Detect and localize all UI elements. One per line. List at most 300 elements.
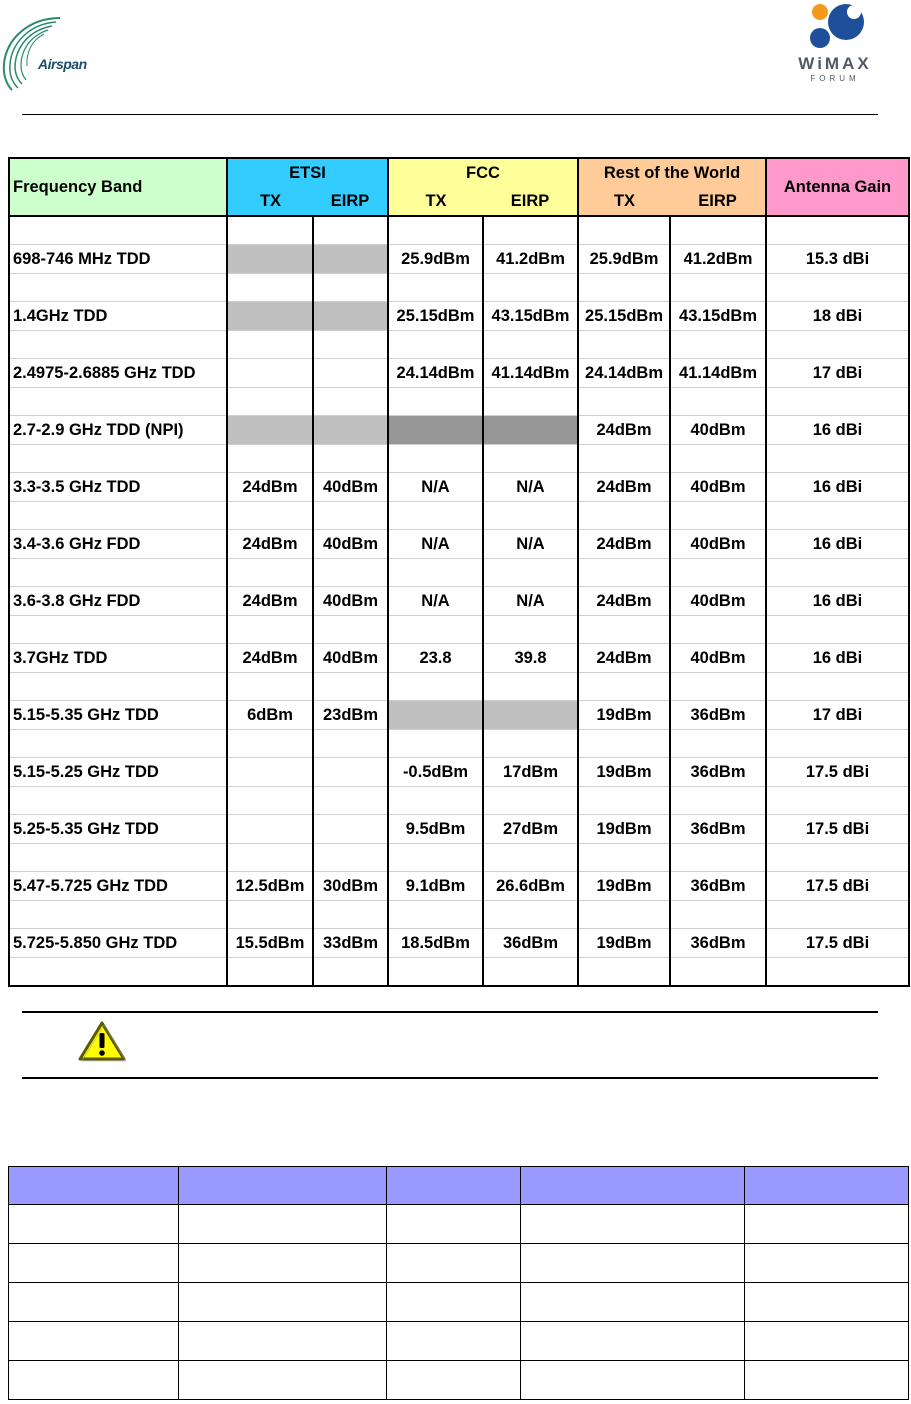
cell-etsi-tx: 24dBm — [227, 644, 313, 673]
spacer-cell — [9, 216, 227, 245]
cell-frequency-band: 2.4975-2.6885 GHz TDD — [9, 359, 227, 388]
spacer-cell — [578, 616, 670, 644]
spacer-cell — [313, 502, 388, 530]
cell-antenna-gain: 16 dBi — [766, 587, 909, 616]
cell-row-tx: 24dBm — [578, 644, 670, 673]
spacer-cell — [766, 958, 909, 987]
spacer-cell — [578, 901, 670, 929]
table-row — [9, 701, 909, 730]
spacer-cell — [670, 901, 766, 929]
cell-row-tx: 25.15dBm — [578, 302, 670, 331]
cell-row-tx: 24.14dBm — [578, 359, 670, 388]
airspan-logo-text: Airspan — [38, 56, 87, 72]
cell-fcc-eirp: N/A — [483, 530, 578, 559]
spacer-cell — [578, 787, 670, 815]
spacer-cell — [578, 216, 670, 245]
table-row — [9, 530, 909, 559]
cell-etsi-eirp — [313, 245, 388, 274]
spacer-cell — [670, 331, 766, 359]
cell-row-tx: 24dBm — [578, 530, 670, 559]
airspan-logo — [0, 12, 110, 92]
cell-row-tx: 24dBm — [578, 587, 670, 616]
cell-frequency-band: 5.25-5.35 GHz TDD — [9, 815, 227, 844]
cell-fcc-tx: 9.1dBm — [388, 872, 483, 901]
header-fcc-eirp: EIRP — [483, 187, 578, 216]
spacer-cell — [483, 616, 578, 644]
spacer-cell — [483, 388, 578, 416]
table-cell — [387, 1361, 521, 1400]
spacer-cell — [313, 274, 388, 302]
spacer-cell — [766, 559, 909, 587]
spacer-cell — [313, 730, 388, 758]
spacer-cell — [388, 559, 483, 587]
table-spacer-row — [9, 331, 909, 359]
spacer-cell — [670, 958, 766, 987]
wimax-forum-logo — [790, 0, 880, 86]
header-row-eirp: EIRP — [670, 187, 766, 216]
cell-row-tx: 24dBm — [578, 473, 670, 502]
spacer-cell — [483, 901, 578, 929]
cell-frequency-band: 5.15-5.25 GHz TDD — [9, 758, 227, 787]
spacer-cell — [227, 616, 313, 644]
spacer-cell — [766, 787, 909, 815]
wimax-logo-text: WiMAX — [798, 54, 872, 73]
cell-row-eirp: 36dBm — [670, 929, 766, 958]
cell-fcc-tx: N/A — [388, 473, 483, 502]
spacer-cell — [313, 901, 388, 929]
spacer-cell — [483, 331, 578, 359]
spacer-cell — [670, 559, 766, 587]
spacer-cell — [227, 502, 313, 530]
table-cell — [9, 1244, 179, 1283]
spacer-cell — [388, 274, 483, 302]
cell-row-eirp: 40dBm — [670, 644, 766, 673]
cell-antenna-gain: 16 dBi — [766, 644, 909, 673]
cell-etsi-tx — [227, 416, 313, 445]
spacer-cell — [766, 901, 909, 929]
table-cell — [387, 1244, 521, 1283]
table-spacer-row — [9, 216, 909, 245]
cell-antenna-gain: 15.3 dBi — [766, 245, 909, 274]
cell-row-eirp: 36dBm — [670, 872, 766, 901]
cell-row-eirp: 40dBm — [670, 416, 766, 445]
cell-row-eirp: 40dBm — [670, 473, 766, 502]
cell-etsi-eirp: 40dBm — [313, 473, 388, 502]
table-cell — [387, 1283, 521, 1322]
cell-fcc-tx: 25.15dBm — [388, 302, 483, 331]
table-cell — [745, 1205, 909, 1244]
spacer-cell — [388, 388, 483, 416]
table-spacer-row — [9, 901, 909, 929]
header-antenna-gain: Antenna Gain — [766, 158, 909, 216]
table-cell — [521, 1205, 745, 1244]
cell-fcc-eirp: N/A — [483, 473, 578, 502]
spacer-cell — [313, 388, 388, 416]
cell-fcc-tx: N/A — [388, 530, 483, 559]
cell-row-tx: 19dBm — [578, 815, 670, 844]
table-cell — [179, 1322, 387, 1361]
spacer-cell — [670, 445, 766, 473]
cell-frequency-band: 3.4-3.6 GHz FDD — [9, 530, 227, 559]
cell-row-tx: 25.9dBm — [578, 245, 670, 274]
table-row — [9, 1283, 909, 1322]
cell-etsi-tx: 24dBm — [227, 587, 313, 616]
spacer-cell — [227, 274, 313, 302]
spacer-cell — [766, 616, 909, 644]
cell-antenna-gain: 16 dBi — [766, 416, 909, 445]
cell-fcc-tx: 18.5dBm — [388, 929, 483, 958]
cell-fcc-eirp: 27dBm — [483, 815, 578, 844]
table-header-row — [9, 158, 909, 187]
table-spacer-row — [9, 445, 909, 473]
spacer-cell — [766, 445, 909, 473]
spacer-cell — [313, 844, 388, 872]
header-row-tx: TX — [578, 187, 670, 216]
spacer-cell — [670, 787, 766, 815]
table-spacer-row — [9, 673, 909, 701]
spacer-cell — [578, 274, 670, 302]
cell-frequency-band: 1.4GHz TDD — [9, 302, 227, 331]
warning-top-rule — [22, 1011, 878, 1013]
spacer-cell — [227, 844, 313, 872]
cell-frequency-band: 3.3-3.5 GHz TDD — [9, 473, 227, 502]
cell-row-eirp: 36dBm — [670, 701, 766, 730]
cell-fcc-tx: 9.5dBm — [388, 815, 483, 844]
wimax-circles-icon — [790, 0, 880, 54]
spacer-cell — [578, 730, 670, 758]
cell-row-tx: 19dBm — [578, 929, 670, 958]
table-spacer-row — [9, 787, 909, 815]
spacer-cell — [227, 673, 313, 701]
spacer-cell — [9, 445, 227, 473]
cell-etsi-eirp: 33dBm — [313, 929, 388, 958]
table-cell — [521, 1322, 745, 1361]
table-row — [9, 758, 909, 787]
wimax-logo-subtext: FORUM — [810, 74, 860, 83]
spacer-cell — [9, 616, 227, 644]
header-etsi-eirp: EIRP — [313, 187, 388, 216]
page-header — [0, 0, 911, 120]
spacer-cell — [9, 673, 227, 701]
spacer-cell — [313, 331, 388, 359]
cell-etsi-eirp: 30dBm — [313, 872, 388, 901]
cell-fcc-tx — [388, 416, 483, 445]
cell-fcc-eirp: 41.14dBm — [483, 359, 578, 388]
cell-etsi-eirp: 40dBm — [313, 530, 388, 559]
table-row — [9, 1361, 909, 1400]
cell-etsi-eirp: 40dBm — [313, 644, 388, 673]
cell-frequency-band: 698-746 MHz TDD — [9, 245, 227, 274]
cell-etsi-eirp: 23dBm — [313, 701, 388, 730]
spacer-cell — [578, 331, 670, 359]
cell-etsi-eirp: 40dBm — [313, 587, 388, 616]
spacer-cell — [9, 730, 227, 758]
cell-etsi-tx — [227, 758, 313, 787]
table-cell — [179, 1361, 387, 1400]
spacer-cell — [670, 673, 766, 701]
cell-frequency-band: 2.7-2.9 GHz TDD (NPI) — [9, 416, 227, 445]
spacer-cell — [483, 274, 578, 302]
cell-frequency-band: 5.47-5.725 GHz TDD — [9, 872, 227, 901]
warning-bottom-rule — [22, 1077, 878, 1079]
table-row — [9, 1205, 909, 1244]
cell-fcc-tx — [388, 701, 483, 730]
spacer-cell — [9, 787, 227, 815]
table-row — [9, 587, 909, 616]
spacer-cell — [313, 216, 388, 245]
table-row — [9, 815, 909, 844]
cell-row-eirp: 40dBm — [670, 587, 766, 616]
cell-etsi-eirp — [313, 815, 388, 844]
cell-etsi-eirp — [313, 359, 388, 388]
cell-etsi-tx: 24dBm — [227, 530, 313, 559]
spacer-cell — [766, 331, 909, 359]
table-spacer-row — [9, 730, 909, 758]
cell-row-tx: 19dBm — [578, 701, 670, 730]
spacer-cell — [670, 216, 766, 245]
spacer-cell — [313, 673, 388, 701]
cell-frequency-band: 3.7GHz TDD — [9, 644, 227, 673]
spacer-cell — [313, 787, 388, 815]
spacer-cell — [578, 388, 670, 416]
airspan-swoosh-icon — [0, 12, 110, 92]
spacer-cell — [227, 445, 313, 473]
spacer-cell — [227, 730, 313, 758]
spacer-cell — [483, 445, 578, 473]
spacer-cell — [388, 331, 483, 359]
spacer-cell — [227, 331, 313, 359]
table-cell — [521, 1361, 745, 1400]
spacer-cell — [578, 445, 670, 473]
warning-triangle-icon — [77, 1020, 127, 1062]
spacer-cell — [483, 958, 578, 987]
table-cell — [745, 1244, 909, 1283]
spacer-cell — [388, 844, 483, 872]
cell-etsi-tx — [227, 359, 313, 388]
spacer-cell — [578, 502, 670, 530]
header-cell — [745, 1167, 909, 1205]
table-spacer-row — [9, 502, 909, 530]
spacer-cell — [9, 502, 227, 530]
table-cell — [387, 1322, 521, 1361]
cell-fcc-eirp: 17dBm — [483, 758, 578, 787]
cell-fcc-eirp: 41.2dBm — [483, 245, 578, 274]
spacer-cell — [670, 502, 766, 530]
spacer-cell — [483, 216, 578, 245]
cell-row-eirp: 41.2dBm — [670, 245, 766, 274]
spacer-cell — [227, 787, 313, 815]
spacer-cell — [313, 616, 388, 644]
header-etsi-tx: TX — [227, 187, 313, 216]
table-row — [9, 302, 909, 331]
spacer-cell — [483, 502, 578, 530]
spacer-cell — [483, 559, 578, 587]
cell-fcc-eirp: 39.8 — [483, 644, 578, 673]
spacer-cell — [313, 445, 388, 473]
spacer-cell — [766, 274, 909, 302]
spacer-cell — [483, 844, 578, 872]
cell-row-eirp: 36dBm — [670, 758, 766, 787]
cell-etsi-tx: 15.5dBm — [227, 929, 313, 958]
cell-antenna-gain: 17.5 dBi — [766, 872, 909, 901]
table-spacer-row — [9, 844, 909, 872]
spacer-cell — [9, 331, 227, 359]
spacer-cell — [227, 216, 313, 245]
table-row — [9, 644, 909, 673]
cell-fcc-tx: 25.9dBm — [388, 245, 483, 274]
cell-etsi-eirp — [313, 758, 388, 787]
table-cell — [745, 1322, 909, 1361]
cell-etsi-tx — [227, 302, 313, 331]
cell-frequency-band: 5.725-5.850 GHz TDD — [9, 929, 227, 958]
table-cell — [179, 1283, 387, 1322]
header-etsi: ETSI — [227, 158, 388, 187]
spacer-cell — [227, 901, 313, 929]
spacer-cell — [388, 958, 483, 987]
cell-fcc-tx: 23.8 — [388, 644, 483, 673]
cell-etsi-tx: 6dBm — [227, 701, 313, 730]
spacer-cell — [9, 274, 227, 302]
spacer-cell — [9, 958, 227, 987]
table-cell — [745, 1361, 909, 1400]
table-spacer-row — [9, 958, 909, 987]
table-row — [9, 359, 909, 388]
cell-antenna-gain: 18 dBi — [766, 302, 909, 331]
spacer-cell — [483, 730, 578, 758]
spacer-cell — [313, 559, 388, 587]
cell-fcc-eirp: N/A — [483, 587, 578, 616]
cell-row-tx: 19dBm — [578, 758, 670, 787]
cell-frequency-band: 5.15-5.35 GHz TDD — [9, 701, 227, 730]
spacer-cell — [227, 559, 313, 587]
spacer-cell — [388, 616, 483, 644]
spacer-cell — [9, 844, 227, 872]
spacer-cell — [766, 502, 909, 530]
frequency-band-table — [8, 157, 910, 987]
spacer-cell — [578, 673, 670, 701]
spacer-cell — [766, 216, 909, 245]
spacer-cell — [766, 388, 909, 416]
spacer-cell — [9, 559, 227, 587]
header-cell — [387, 1167, 521, 1205]
cell-fcc-eirp: 43.15dBm — [483, 302, 578, 331]
cell-row-tx: 24dBm — [578, 416, 670, 445]
table-row — [9, 473, 909, 502]
cell-etsi-eirp — [313, 416, 388, 445]
table-cell — [521, 1283, 745, 1322]
spacer-cell — [227, 388, 313, 416]
table-cell — [9, 1283, 179, 1322]
cell-antenna-gain: 17 dBi — [766, 359, 909, 388]
header-rest-of-world: Rest of the World — [578, 158, 766, 187]
spacer-cell — [483, 673, 578, 701]
cell-antenna-gain: 16 dBi — [766, 473, 909, 502]
table-cell — [179, 1244, 387, 1283]
table-row — [9, 245, 909, 274]
header-divider — [22, 114, 878, 115]
spacer-cell — [766, 844, 909, 872]
table-cell — [179, 1205, 387, 1244]
spacer-cell — [9, 901, 227, 929]
cell-fcc-eirp — [483, 416, 578, 445]
spacer-cell — [227, 958, 313, 987]
cell-antenna-gain: 17.5 dBi — [766, 929, 909, 958]
header-fcc: FCC — [388, 158, 578, 187]
cell-etsi-eirp — [313, 302, 388, 331]
spacer-cell — [313, 958, 388, 987]
spacer-cell — [670, 844, 766, 872]
cell-row-eirp: 36dBm — [670, 815, 766, 844]
spacer-cell — [388, 901, 483, 929]
cell-antenna-gain: 16 dBi — [766, 530, 909, 559]
cell-etsi-tx — [227, 815, 313, 844]
cell-antenna-gain: 17.5 dBi — [766, 758, 909, 787]
table-row — [9, 1322, 909, 1361]
cell-row-eirp: 40dBm — [670, 530, 766, 559]
table-cell — [745, 1283, 909, 1322]
spacer-cell — [670, 730, 766, 758]
cell-fcc-eirp: 36dBm — [483, 929, 578, 958]
cell-fcc-tx: -0.5dBm — [388, 758, 483, 787]
spacer-cell — [483, 787, 578, 815]
table-row — [9, 416, 909, 445]
header-cell — [179, 1167, 387, 1205]
spacer-cell — [388, 216, 483, 245]
table-cell — [9, 1322, 179, 1361]
spacer-cell — [388, 787, 483, 815]
table-cell — [9, 1361, 179, 1400]
table-header-row — [9, 1167, 909, 1205]
table-spacer-row — [9, 274, 909, 302]
spacer-cell — [766, 673, 909, 701]
spacer-cell — [578, 958, 670, 987]
table-cell — [9, 1205, 179, 1244]
header-frequency-band: Frequency Band — [9, 158, 227, 216]
specification-table — [8, 1166, 909, 1400]
cell-antenna-gain: 17 dBi — [766, 701, 909, 730]
spacer-cell — [388, 445, 483, 473]
spacer-cell — [670, 388, 766, 416]
table-spacer-row — [9, 616, 909, 644]
cell-fcc-tx: 24.14dBm — [388, 359, 483, 388]
cell-etsi-tx: 24dBm — [227, 473, 313, 502]
table-row — [9, 1244, 909, 1283]
table-spacer-row — [9, 388, 909, 416]
table-row — [9, 872, 909, 901]
spacer-cell — [578, 844, 670, 872]
spacer-cell — [578, 559, 670, 587]
cell-row-eirp: 41.14dBm — [670, 359, 766, 388]
cell-etsi-tx — [227, 245, 313, 274]
header-cell — [9, 1167, 179, 1205]
cell-frequency-band: 3.6-3.8 GHz FDD — [9, 587, 227, 616]
header-cell — [521, 1167, 745, 1205]
spacer-cell — [9, 388, 227, 416]
table-row — [9, 929, 909, 958]
cell-fcc-eirp — [483, 701, 578, 730]
table-cell — [521, 1244, 745, 1283]
cell-row-tx: 19dBm — [578, 872, 670, 901]
cell-fcc-tx: N/A — [388, 587, 483, 616]
spacer-cell — [388, 730, 483, 758]
cell-row-eirp: 43.15dBm — [670, 302, 766, 331]
spacer-cell — [670, 616, 766, 644]
header-fcc-tx: TX — [388, 187, 483, 216]
cell-antenna-gain: 17.5 dBi — [766, 815, 909, 844]
cell-fcc-eirp: 26.6dBm — [483, 872, 578, 901]
spacer-cell — [766, 730, 909, 758]
spacer-cell — [388, 502, 483, 530]
